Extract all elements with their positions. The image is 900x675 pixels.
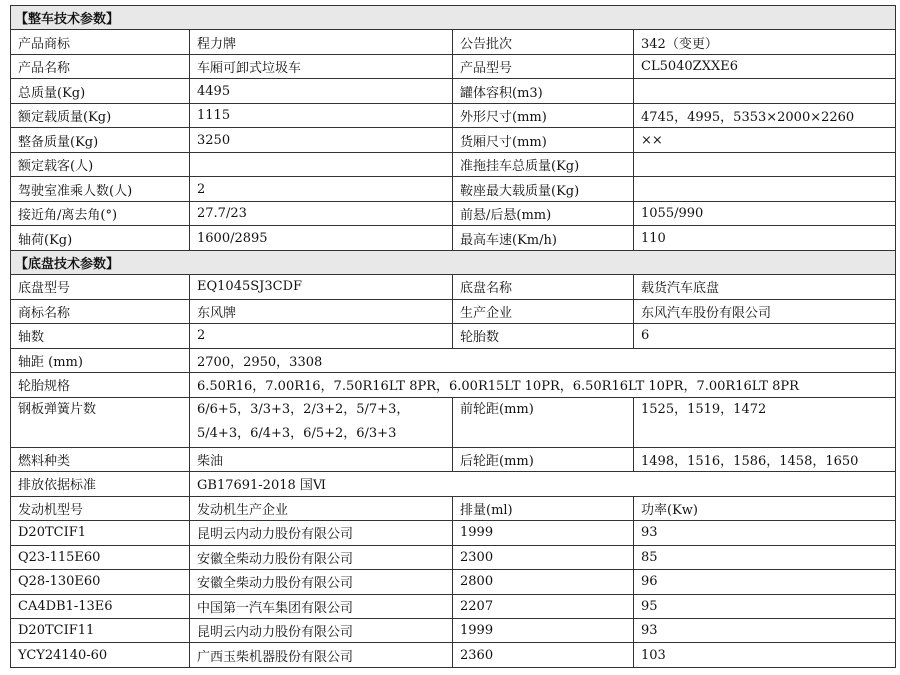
param-value: 1600/2895 bbox=[190, 226, 453, 251]
engine-power: 95 bbox=[634, 594, 896, 618]
engine-model: Q23-115E60 bbox=[11, 545, 190, 569]
param-value: 3250 bbox=[190, 128, 453, 152]
param-label: 商标名称 bbox=[11, 299, 190, 323]
param-label: 鞍座最大载质量(Kg) bbox=[453, 177, 634, 201]
engine-power: 93 bbox=[634, 521, 896, 545]
param-label: 接近角/离去角(°) bbox=[11, 201, 190, 225]
chassis-param-row bbox=[11, 275, 896, 299]
fuel-row bbox=[11, 447, 896, 471]
param-value: 1055/990 bbox=[634, 201, 896, 225]
engine-displacement: 1999 bbox=[453, 619, 634, 643]
param-value: ×× bbox=[634, 128, 896, 152]
param-label: 罐体容积(m3) bbox=[453, 79, 634, 103]
engine-header-displacement: 排量(ml) bbox=[453, 496, 634, 521]
engine-model: YCY24140-60 bbox=[11, 643, 190, 668]
param-label: 底盘名称 bbox=[453, 275, 634, 299]
wheelbase-label: 轴距 (mm) bbox=[11, 348, 190, 372]
param-value bbox=[634, 79, 896, 103]
vehicle-param-row bbox=[11, 30, 896, 54]
param-label: 货厢尺寸(mm) bbox=[453, 128, 634, 152]
engine-maker: 安徽全柴动力股份有限公司 bbox=[190, 570, 453, 594]
vehicle-param-row bbox=[11, 128, 896, 152]
emission-value: GB17691-2018 国Ⅵ bbox=[190, 472, 896, 496]
section-header-vehicle bbox=[11, 6, 896, 30]
vehicle-param-row bbox=[11, 201, 896, 225]
engine-power: 85 bbox=[634, 545, 896, 569]
engine-row bbox=[11, 594, 896, 618]
param-label: 整备质量(Kg) bbox=[11, 128, 190, 152]
param-value: 东风牌 bbox=[190, 299, 453, 323]
tire-spec-row bbox=[11, 373, 896, 397]
engine-power: 93 bbox=[634, 619, 896, 643]
param-value: 27.7/23 bbox=[190, 201, 453, 225]
param-value: 2 bbox=[190, 324, 453, 349]
engine-row bbox=[11, 521, 896, 545]
engine-maker: 昆明云内动力股份有限公司 bbox=[190, 619, 453, 643]
param-value: EQ1045SJ3CDF bbox=[190, 275, 453, 299]
springs-row bbox=[11, 397, 896, 447]
chassis-param-row bbox=[11, 299, 896, 323]
vehicle-param-row bbox=[11, 54, 896, 78]
param-label: 最高车速(Km/h) bbox=[453, 226, 634, 251]
section-title: 【整车技术参数】 bbox=[11, 6, 896, 30]
engine-header-power: 功率(Kw) bbox=[634, 496, 896, 521]
section-header-chassis bbox=[11, 250, 896, 274]
param-label: 底盘型号 bbox=[11, 275, 190, 299]
spec-table bbox=[10, 5, 896, 668]
engine-row bbox=[11, 545, 896, 569]
fuel-value: 柴油 bbox=[190, 447, 453, 471]
engine-model: D20TCIF11 bbox=[11, 619, 190, 643]
param-value: 东风汽车股份有限公司 bbox=[634, 299, 896, 323]
param-label: 外形尺寸(mm) bbox=[453, 103, 634, 127]
param-label: 产品商标 bbox=[11, 30, 190, 54]
front-track-label: 前轮距(mm) bbox=[453, 397, 634, 447]
engine-displacement: 2207 bbox=[453, 594, 634, 618]
engine-rows bbox=[11, 521, 896, 668]
chassis-rows bbox=[11, 275, 896, 348]
engine-header-model: 发动机型号 bbox=[11, 496, 190, 521]
vehicle-param-row bbox=[11, 152, 896, 176]
param-value: 2 bbox=[190, 177, 453, 201]
vehicle-param-row bbox=[11, 226, 896, 251]
param-label: 产品名称 bbox=[11, 54, 190, 78]
vehicle-param-row bbox=[11, 103, 896, 127]
engine-model: Q28-130E60 bbox=[11, 570, 190, 594]
tire-spec-label: 轮胎规格 bbox=[11, 373, 190, 397]
param-label: 额定载客(人) bbox=[11, 152, 190, 176]
vehicle-param-row bbox=[11, 177, 896, 201]
wheelbase-value: 2700，2950，3308 bbox=[190, 348, 896, 372]
param-value: 4745，4995，5353×2000×2260 bbox=[634, 103, 896, 127]
param-value: 车厢可卸式垃圾车 bbox=[190, 54, 453, 78]
front-track-value: 1525，1519，1472 bbox=[634, 397, 896, 447]
engine-header-row bbox=[11, 496, 896, 521]
springs-value: 6/6+5，3/3+3，2/3+2，5/7+3，5/4+3，6/4+3，6/5+2，6/3+3 bbox=[190, 397, 453, 447]
param-value: 程力牌 bbox=[190, 30, 453, 54]
engine-row bbox=[11, 643, 896, 668]
param-label: 轴数 bbox=[11, 324, 190, 349]
param-value: 1115 bbox=[190, 103, 453, 127]
param-label: 额定载质量(Kg) bbox=[11, 103, 190, 127]
engine-header-maker: 发动机生产企业 bbox=[190, 496, 453, 521]
springs-label: 钢板弹簧片数 bbox=[11, 397, 190, 447]
chassis-param-row bbox=[11, 324, 896, 349]
engine-maker: 安徽全柴动力股份有限公司 bbox=[190, 545, 453, 569]
param-label: 前悬/后悬(mm) bbox=[453, 201, 634, 225]
engine-maker: 昆明云内动力股份有限公司 bbox=[190, 521, 453, 545]
param-value: 342（变更） bbox=[634, 30, 896, 54]
engine-maker: 广西玉柴机器股份有限公司 bbox=[190, 643, 453, 668]
vehicle-param-row bbox=[11, 79, 896, 103]
param-label: 公告批次 bbox=[453, 30, 634, 54]
engine-row bbox=[11, 570, 896, 594]
engine-displacement: 2300 bbox=[453, 545, 634, 569]
param-value: 4495 bbox=[190, 79, 453, 103]
wheelbase-row bbox=[11, 348, 896, 372]
engine-displacement: 2360 bbox=[453, 643, 634, 668]
emission-row bbox=[11, 472, 896, 496]
param-value bbox=[190, 152, 453, 176]
param-value: 110 bbox=[634, 226, 896, 251]
engine-power: 103 bbox=[634, 643, 896, 668]
param-label: 准拖挂车总质量(Kg) bbox=[453, 152, 634, 176]
engine-model: CA4DB1-13E6 bbox=[11, 594, 190, 618]
fuel-label: 燃料种类 bbox=[11, 447, 190, 471]
param-value: 载货汽车底盘 bbox=[634, 275, 896, 299]
rear-track-value: 1498，1516，1586，1458，1650 bbox=[634, 447, 896, 471]
param-label: 轴荷(Kg) bbox=[11, 226, 190, 251]
section-title: 【底盘技术参数】 bbox=[11, 250, 896, 274]
param-value bbox=[634, 152, 896, 176]
param-value bbox=[634, 177, 896, 201]
engine-displacement: 1999 bbox=[453, 521, 634, 545]
engine-displacement: 2800 bbox=[453, 570, 634, 594]
param-label: 产品型号 bbox=[453, 54, 634, 78]
vehicle-rows bbox=[11, 30, 896, 250]
rear-track-label: 后轮距(mm) bbox=[453, 447, 634, 471]
param-label: 驾驶室准乘人数(人) bbox=[11, 177, 190, 201]
param-value: CL5040ZXXE6 bbox=[634, 54, 896, 78]
tire-spec-value: 6.50R16，7.00R16，7.50R16LT 8PR，6.00R15LT 10PR，6.50R16LT 10PR，7.00R16LT 8PR bbox=[190, 373, 896, 397]
param-label: 总质量(Kg) bbox=[11, 79, 190, 103]
engine-model: D20TCIF1 bbox=[11, 521, 190, 545]
param-value: 6 bbox=[634, 324, 896, 349]
engine-row bbox=[11, 619, 896, 643]
param-label: 轮胎数 bbox=[453, 324, 634, 349]
engine-power: 96 bbox=[634, 570, 896, 594]
emission-label: 排放依据标准 bbox=[11, 472, 190, 496]
param-label: 生产企业 bbox=[453, 299, 634, 323]
engine-maker: 中国第一汽车集团有限公司 bbox=[190, 594, 453, 618]
